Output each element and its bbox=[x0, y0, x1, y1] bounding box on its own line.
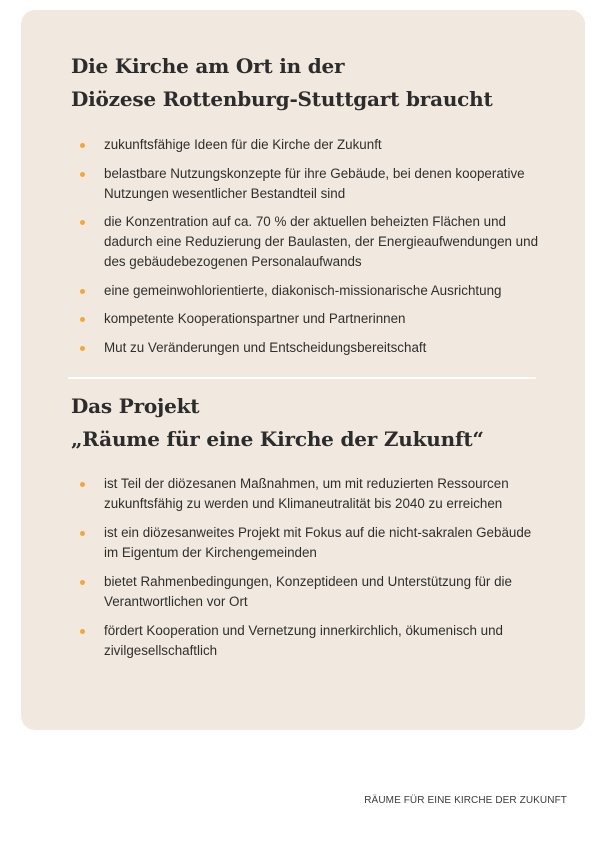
list-item bbox=[71, 212, 541, 272]
list-item-text: belastbare Nutzungskonzepte für ihre Gebäude, bei denen kooperative Nutzungen wesentlicher Bestandteil sind bbox=[104, 165, 525, 201]
bullet-dot-icon bbox=[80, 143, 85, 148]
bullet-dot-icon bbox=[80, 531, 85, 536]
list-item bbox=[71, 135, 541, 155]
heading-line-1: Die Kirche am Ort in der bbox=[71, 54, 345, 78]
section-divider bbox=[68, 377, 536, 379]
list-item-text: ist Teil der diözesanen Maßnahmen, um mit reduzierten Ressourcen zukunftsfähig zu werden und Klimaneutralität bis 2040 zu erreichen bbox=[104, 476, 509, 511]
bullet-dot-icon bbox=[80, 317, 85, 322]
list-item bbox=[71, 281, 541, 301]
bullet-dot-icon bbox=[80, 580, 85, 585]
list-item bbox=[71, 523, 541, 563]
list-item bbox=[71, 572, 541, 612]
section-heading-project bbox=[71, 390, 541, 456]
bullet-dot-icon bbox=[80, 289, 85, 294]
needs-list bbox=[71, 135, 541, 358]
list-item bbox=[71, 338, 541, 358]
bullet-dot-icon bbox=[80, 220, 85, 225]
section-needs bbox=[71, 50, 541, 366]
list-item-text: die Konzentration auf ca. 70 % der aktuellen beheizten Flächen und dadurch eine Reduzierung der Baulasten, der Energieaufwendungen und des gebäudebezogenen Personalaufwands bbox=[104, 214, 539, 269]
heading-line-1: Das Projekt bbox=[71, 394, 200, 418]
list-item-text: kompetente Kooperationspartner und Partnerinnen bbox=[104, 311, 406, 326]
list-item bbox=[71, 309, 541, 329]
list-item bbox=[71, 621, 541, 661]
list-item-text: ist ein diözesanweites Projekt mit Fokus auf die nicht-sakralen Gebäude im Eigentum der Kirchengemeinden bbox=[104, 525, 532, 560]
info-card bbox=[21, 10, 585, 730]
list-item bbox=[71, 164, 541, 204]
heading-line-2: „Räume für eine Kirche der Zukunft“ bbox=[71, 427, 484, 451]
bullet-dot-icon bbox=[80, 482, 85, 487]
bullet-dot-icon bbox=[80, 346, 85, 351]
list-item bbox=[71, 474, 541, 514]
section-heading-needs bbox=[71, 50, 541, 116]
list-item-text: zukunftsfähige Ideen für die Kirche der Zukunft bbox=[104, 137, 382, 152]
list-item-text: eine gemeinwohlorientierte, diakonisch-missionarische Ausrichtung bbox=[104, 282, 502, 298]
list-item-text: Mut zu Veränderungen und Entscheidungsbereitschaft bbox=[104, 339, 427, 355]
project-list bbox=[71, 474, 541, 661]
bullet-dot-icon bbox=[80, 629, 85, 634]
heading-line-2: Diözese Rottenburg-Stuttgart braucht bbox=[71, 87, 493, 111]
section-project bbox=[71, 390, 541, 670]
page-footer: RÄUME FÜR EINE KIRCHE DER ZUKUNFT bbox=[364, 795, 567, 806]
list-item-text: fördert Kooperation und Vernetzung innerkirchlich, ökumenisch und zivilgesellschaftlich bbox=[104, 623, 503, 658]
bullet-dot-icon bbox=[80, 172, 85, 177]
list-item-text: bietet Rahmenbedingungen, Konzeptideen und Unterstützung für die Verantwortlichen vor Ort bbox=[104, 574, 512, 609]
